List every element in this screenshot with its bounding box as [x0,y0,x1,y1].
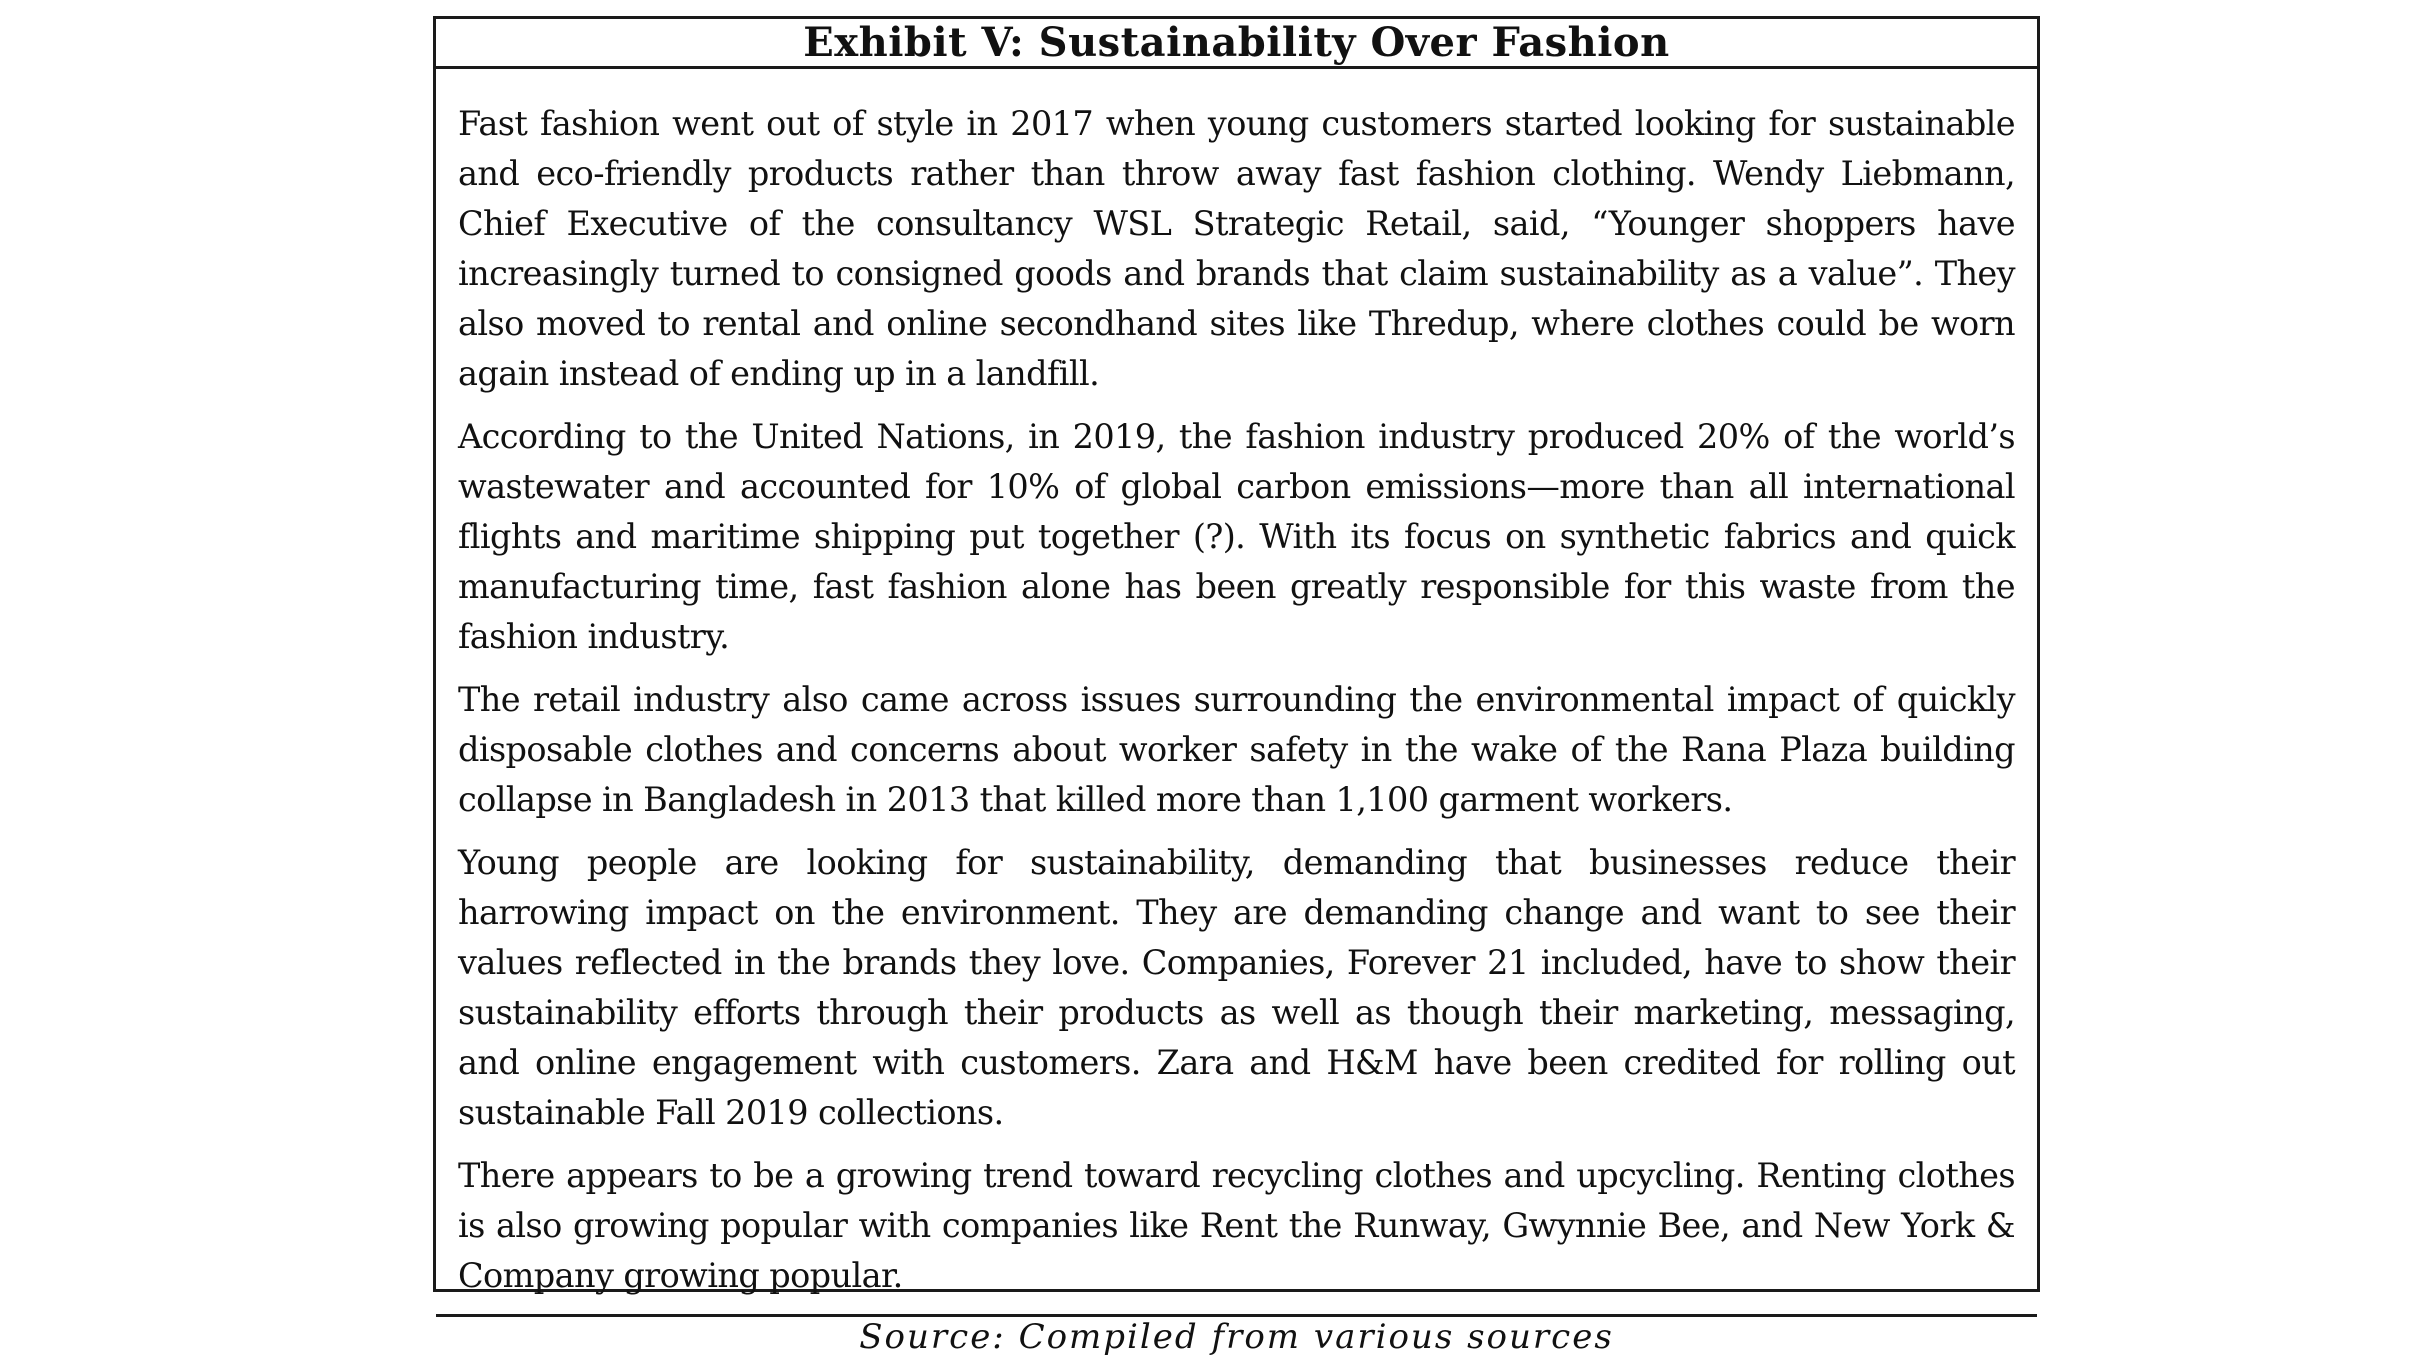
paragraph-united-nations: According to the United Nations, in 2019, the fashion industry produced 20% of the world’s wastewater and accounted for 10% of global carbon emissions—more than all international flights and maritime shipping put together (?). With its focus on synthetic fabrics and quick manufacturing time, fast fashion alone has been greatly responsible for this waste from the fashion industry. [458,417,2015,656]
paragraph-fast-fashion: Fast fashion went out of style in 2017 when young customers started looking for sustainable and eco-friendly products rather than throw away fast fashion clothing. Wendy Liebmann, Chief Executive of the consultancy WSL Strategic Retail, said, “Younger shoppers have increasingly turned to consigned goods and brands that claim sustainability as a value”. They also moved to rental and online secondhand sites like Thredup, where clothes could be worn again instead of ending up in a landfill. [458,104,2015,393]
exhibit-source: Source: Compiled from various sources [436,1314,2037,1357]
paragraph-young-people: Young people are looking for sustainability, demanding that businesses reduce their harrowing impact on the environment. They are demanding change and want to see their values reflected in the brands they love. Companies, Forever 21 included, have to show their sustainability efforts through their products as well as though their marketing, messaging, and online engagement with customers. Zara and H&M have been credited for rolling out sustainable Fall 2019 collections. [458,843,2015,1132]
exhibit-title: Exhibit V: Sustainability Over Fashion [436,19,2037,69]
exhibit-body [436,69,2037,1314]
paragraph-recycling-trend: There appears to be a growing trend toward recycling clothes and upcycling. Renting clothes is also growing popular with companies like Rent the Runway, Gwynnie Bee, and New York & Company growing popular. [458,1156,2015,1295]
exhibit-box [433,16,2040,1357]
paragraph-retail-industry: The retail industry also came across issues surrounding the environmental impact of quickly disposable clothes and concerns about worker safety in the wake of the Rana Plaza building collapse in Bangladesh in 2013 that killed more than 1,100 garment workers. [458,680,2015,819]
